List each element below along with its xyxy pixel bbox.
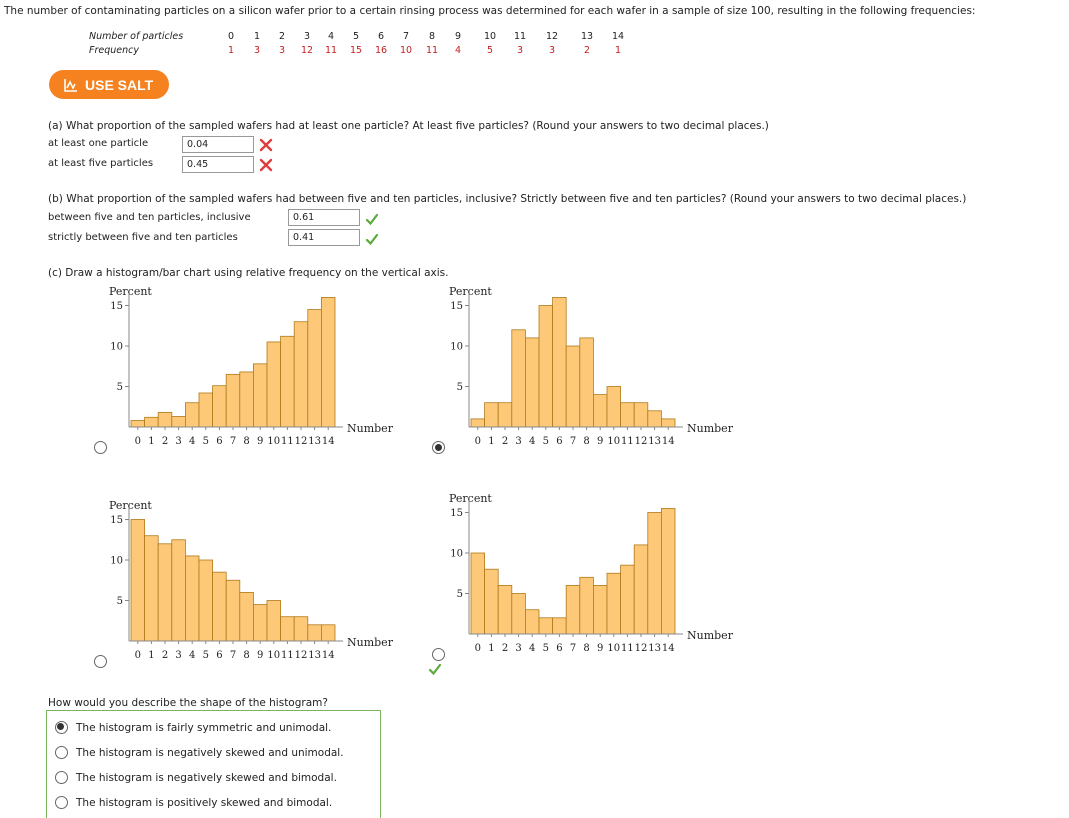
histogram-bar bbox=[512, 330, 526, 427]
x-tick-label: 2 bbox=[161, 650, 169, 661]
x-tick-label: 0 bbox=[134, 436, 141, 447]
shape-option-1-label: The histogram is fairly symmetric and unimodal. bbox=[76, 721, 332, 734]
x-tick-label: 3 bbox=[515, 436, 522, 447]
histogram-bar bbox=[145, 536, 159, 641]
histogram-bar bbox=[580, 338, 594, 427]
use-salt-label: USE SALT bbox=[85, 76, 154, 93]
incorrect-icon bbox=[259, 138, 273, 152]
shape-option-1[interactable] bbox=[55, 721, 331, 734]
histogram-bar bbox=[158, 544, 172, 641]
particle-count-cell: 5 bbox=[352, 31, 360, 42]
x-tick-label: 0 bbox=[474, 436, 481, 447]
correct-check-icon bbox=[365, 232, 379, 246]
histogram-bar bbox=[145, 417, 159, 427]
chart-option-radio-3[interactable] bbox=[94, 655, 107, 668]
x-tick-label: 6 bbox=[216, 650, 223, 661]
shape-radio-1[interactable] bbox=[55, 721, 68, 734]
histogram-bar bbox=[267, 601, 281, 642]
x-tick-label: 9 bbox=[257, 436, 264, 447]
chart-option-radio-4[interactable] bbox=[432, 648, 445, 661]
use-salt-button[interactable] bbox=[49, 70, 169, 99]
x-tick-label: 7 bbox=[229, 650, 237, 661]
histogram-bar bbox=[634, 403, 648, 427]
x-tick-label: 14 bbox=[661, 436, 675, 447]
histogram-bar bbox=[580, 577, 594, 634]
strictly-between-input[interactable] bbox=[288, 229, 360, 246]
histogram-bar bbox=[621, 565, 635, 634]
histogram-bar bbox=[539, 618, 553, 634]
particle-count-cell: 1 bbox=[253, 31, 261, 42]
x-tick-label: 13 bbox=[648, 436, 661, 447]
x-tick-label: 13 bbox=[308, 436, 321, 447]
histogram-chart-1 bbox=[105, 284, 405, 459]
x-tick-label: 11 bbox=[621, 436, 634, 447]
histogram-bar bbox=[185, 556, 199, 641]
x-tick-label: 10 bbox=[267, 650, 281, 661]
x-tick-label: 5 bbox=[202, 436, 209, 447]
y-tick-label: 10 bbox=[110, 341, 123, 353]
histogram-bar bbox=[213, 386, 227, 427]
x-tick-label: 5 bbox=[542, 643, 549, 654]
frequency-cell: 1 bbox=[227, 45, 235, 56]
histogram-bar bbox=[498, 585, 512, 634]
histogram-bar bbox=[498, 403, 512, 427]
shape-option-4[interactable] bbox=[55, 796, 332, 809]
histogram-bar bbox=[172, 540, 186, 641]
histogram-bar bbox=[308, 625, 322, 641]
histogram-bar bbox=[648, 411, 662, 427]
part-a-field2-label: at least five particles bbox=[48, 158, 154, 169]
frequency-cell: 4 bbox=[454, 45, 462, 56]
histogram-bar bbox=[321, 625, 335, 641]
particle-count-cell: 8 bbox=[428, 31, 436, 42]
histogram-bar bbox=[593, 395, 607, 427]
x-tick-label: 7 bbox=[229, 436, 237, 447]
x-tick-label: 12 bbox=[294, 650, 308, 661]
histogram-bar bbox=[539, 306, 553, 428]
x-tick-label: 9 bbox=[597, 436, 604, 447]
histogram-bar bbox=[267, 342, 281, 427]
part-a-question: (a) What proportion of the sampled wafers had at least one particle? At least five particles? (Round your answers to two decimal places.) bbox=[48, 120, 769, 132]
x-tick-label: 4 bbox=[189, 436, 196, 447]
x-tick-label: 1 bbox=[148, 650, 155, 661]
histogram-bar bbox=[213, 572, 227, 641]
x-tick-label: 12 bbox=[294, 436, 308, 447]
histogram-bar bbox=[294, 322, 308, 427]
correct-check-icon bbox=[365, 212, 379, 226]
x-tick-label: 14 bbox=[321, 650, 335, 661]
y-tick-label: 15 bbox=[450, 508, 463, 519]
histogram-bar bbox=[525, 338, 539, 427]
shape-option-4-label: The histogram is positively skewed and bimodal. bbox=[76, 796, 333, 809]
x-tick-label: 3 bbox=[515, 643, 522, 654]
histogram-bar bbox=[199, 393, 213, 427]
particle-count-cell: 9 bbox=[454, 31, 462, 42]
frequency-cell: 3 bbox=[253, 45, 261, 56]
between-inclusive-input[interactable] bbox=[288, 209, 360, 226]
histogram-bar bbox=[253, 364, 267, 427]
part-b-field2-label: strictly between five and ten particles bbox=[48, 232, 238, 243]
histogram-bar bbox=[281, 336, 295, 427]
histogram-bar bbox=[294, 617, 308, 641]
histogram-bar bbox=[648, 513, 662, 635]
frequency-cell: 10 bbox=[399, 45, 413, 56]
histogram-bar bbox=[607, 573, 621, 634]
frequency-cell: 3 bbox=[516, 45, 524, 56]
frequency-cell: 2 bbox=[583, 45, 591, 56]
histogram-chart-3 bbox=[105, 498, 405, 673]
x-tick-label: 13 bbox=[648, 643, 661, 654]
x-tick-label: 14 bbox=[661, 643, 675, 654]
x-axis-label: Number bbox=[347, 636, 393, 649]
shape-option-3-label: The histogram is negatively skewed and bimodal. bbox=[76, 771, 337, 784]
x-tick-label: 13 bbox=[308, 650, 321, 661]
frequency-cell: 11 bbox=[425, 45, 439, 56]
y-tick-label: 5 bbox=[116, 596, 123, 607]
histogram-bar bbox=[131, 520, 145, 642]
y-axis-label: Percent bbox=[109, 499, 152, 512]
x-tick-label: 1 bbox=[488, 436, 495, 447]
histogram-bar bbox=[240, 592, 254, 641]
x-tick-label: 3 bbox=[175, 650, 182, 661]
shape-option-3[interactable] bbox=[55, 771, 337, 784]
shape-radio-4[interactable] bbox=[55, 796, 68, 809]
x-tick-label: 10 bbox=[607, 643, 621, 654]
x-tick-label: 6 bbox=[556, 643, 563, 654]
histogram-bar bbox=[158, 412, 172, 427]
x-axis-label: Number bbox=[687, 629, 733, 642]
part-b-field1-label: between five and ten particles, inclusive bbox=[48, 212, 251, 223]
frequency-cell: 15 bbox=[349, 45, 363, 56]
particle-count-cell: 13 bbox=[580, 31, 594, 42]
histogram-bar bbox=[621, 403, 635, 427]
incorrect-icon bbox=[259, 158, 273, 172]
histogram-bar bbox=[593, 585, 607, 634]
chart-line-icon bbox=[63, 77, 79, 93]
histogram-bar bbox=[553, 297, 567, 427]
histogram-chart-2 bbox=[445, 284, 745, 459]
particle-count-cell: 2 bbox=[278, 31, 286, 42]
chart-option-radio-2[interactable] bbox=[432, 441, 445, 454]
histogram-bar bbox=[661, 508, 675, 634]
x-tick-label: 0 bbox=[134, 650, 141, 661]
x-tick-label: 9 bbox=[597, 643, 604, 654]
histogram-bar bbox=[281, 617, 295, 641]
histogram-bar bbox=[566, 346, 580, 427]
x-tick-label: 11 bbox=[281, 436, 294, 447]
x-tick-label: 5 bbox=[202, 650, 209, 661]
intro-text: The number of contaminating particles on a silicon wafer prior to a certain rinsing process was determined for each wafer in a sample of size 100, resulting in the following frequencies: bbox=[4, 5, 976, 17]
x-tick-label: 2 bbox=[161, 436, 169, 447]
histogram-bar bbox=[321, 297, 335, 427]
x-tick-label: 8 bbox=[583, 436, 590, 447]
x-tick-label: 14 bbox=[321, 436, 335, 447]
x-tick-label: 5 bbox=[542, 436, 549, 447]
y-axis-label: Percent bbox=[109, 285, 152, 298]
x-tick-label: 11 bbox=[621, 643, 634, 654]
frequency-cell: 3 bbox=[548, 45, 556, 56]
frequency-cell: 3 bbox=[278, 45, 286, 56]
histogram-bar bbox=[485, 403, 499, 427]
shape-option-2-label: The histogram is negatively skewed and unimodal. bbox=[76, 746, 344, 759]
x-axis-label: Number bbox=[347, 422, 393, 435]
histogram-bar bbox=[131, 421, 145, 427]
x-tick-label: 0 bbox=[474, 643, 481, 654]
x-tick-label: 4 bbox=[189, 650, 196, 661]
shape-radio-3[interactable] bbox=[55, 771, 68, 784]
part-c-question: (c) Draw a histogram/bar chart using relative frequency on the vertical axis. bbox=[48, 267, 449, 279]
particle-count-cell: 11 bbox=[513, 31, 527, 42]
y-tick-label: 15 bbox=[450, 301, 463, 312]
x-tick-label: 2 bbox=[501, 643, 509, 654]
shape-options-box bbox=[46, 710, 381, 818]
chart-option-radio-1[interactable] bbox=[94, 441, 107, 454]
shape-option-2[interactable] bbox=[55, 746, 344, 759]
at-least-five-input[interactable] bbox=[182, 156, 254, 173]
x-tick-label: 8 bbox=[243, 436, 250, 447]
y-tick-label: 10 bbox=[450, 341, 463, 353]
histogram-bar bbox=[553, 618, 567, 634]
histogram-bar bbox=[240, 372, 254, 427]
histogram-bar bbox=[185, 403, 199, 427]
frequency-cell: 12 bbox=[300, 45, 314, 56]
x-tick-label: 11 bbox=[281, 650, 294, 661]
table-row1-label: Number of particles bbox=[89, 31, 184, 42]
y-tick-label: 5 bbox=[116, 382, 123, 393]
histogram-bar bbox=[607, 387, 621, 428]
x-tick-label: 2 bbox=[501, 436, 509, 447]
x-tick-label: 4 bbox=[529, 436, 536, 447]
x-tick-label: 4 bbox=[529, 643, 536, 654]
x-tick-label: 6 bbox=[556, 436, 563, 447]
histogram-bar bbox=[485, 569, 499, 634]
histogram-bar bbox=[199, 560, 213, 641]
y-tick-label: 10 bbox=[450, 548, 463, 560]
histogram-bar bbox=[661, 419, 675, 427]
particle-count-cell: 10 bbox=[483, 31, 497, 42]
x-tick-label: 10 bbox=[267, 436, 281, 447]
table-row2-label: Frequency bbox=[89, 45, 139, 56]
y-axis-label: Percent bbox=[449, 492, 492, 505]
y-tick-label: 15 bbox=[110, 301, 123, 312]
y-tick-label: 5 bbox=[456, 382, 463, 393]
particle-count-cell: 12 bbox=[545, 31, 559, 42]
histogram-bar bbox=[634, 545, 648, 634]
part-d-question: How would you describe the shape of the histogram? bbox=[48, 697, 328, 709]
frequency-cell: 11 bbox=[324, 45, 338, 56]
frequency-cell: 1 bbox=[614, 45, 622, 56]
particle-count-cell: 3 bbox=[303, 31, 311, 42]
y-tick-label: 5 bbox=[456, 589, 463, 600]
x-tick-label: 3 bbox=[175, 436, 182, 447]
x-tick-label: 6 bbox=[216, 436, 223, 447]
frequency-cell: 5 bbox=[486, 45, 494, 56]
particle-count-cell: 0 bbox=[227, 31, 235, 42]
particle-count-cell: 6 bbox=[377, 31, 385, 42]
particle-count-cell: 7 bbox=[402, 31, 410, 42]
x-axis-label: Number bbox=[687, 422, 733, 435]
part-a-field1-label: at least one particle bbox=[48, 138, 149, 149]
histogram-bar bbox=[172, 416, 186, 427]
x-tick-label: 12 bbox=[634, 643, 648, 654]
histogram-bar bbox=[226, 374, 240, 427]
at-least-one-input[interactable] bbox=[182, 136, 254, 153]
x-tick-label: 8 bbox=[243, 650, 250, 661]
x-tick-label: 10 bbox=[607, 436, 621, 447]
x-tick-label: 7 bbox=[569, 436, 577, 447]
x-tick-label: 7 bbox=[569, 643, 577, 654]
shape-radio-2[interactable] bbox=[55, 746, 68, 759]
x-tick-label: 9 bbox=[257, 650, 264, 661]
y-axis-label: Percent bbox=[449, 285, 492, 298]
x-tick-label: 1 bbox=[148, 436, 155, 447]
x-tick-label: 12 bbox=[634, 436, 648, 447]
particle-count-cell: 4 bbox=[327, 31, 335, 42]
histogram-bar bbox=[525, 610, 539, 634]
histogram-bar bbox=[308, 310, 322, 427]
correct-check-icon bbox=[428, 662, 442, 676]
histogram-bar bbox=[253, 605, 267, 641]
y-tick-label: 15 bbox=[110, 515, 123, 526]
histogram-bar bbox=[566, 585, 580, 634]
histogram-bar bbox=[471, 419, 485, 427]
histogram-bar bbox=[226, 580, 240, 641]
particle-count-cell: 14 bbox=[611, 31, 625, 42]
histogram-bar bbox=[512, 594, 526, 635]
x-tick-label: 1 bbox=[488, 643, 495, 654]
y-tick-label: 10 bbox=[110, 555, 123, 567]
histogram-bar bbox=[471, 553, 485, 634]
part-b-question: (b) What proportion of the sampled wafers had between five and ten particles, inclusive? Strictly between five and ten particles? (Round your answers to two decimal places.) bbox=[48, 193, 967, 205]
x-tick-label: 8 bbox=[583, 643, 590, 654]
histogram-chart-4 bbox=[445, 491, 745, 666]
frequency-cell: 16 bbox=[374, 45, 388, 56]
